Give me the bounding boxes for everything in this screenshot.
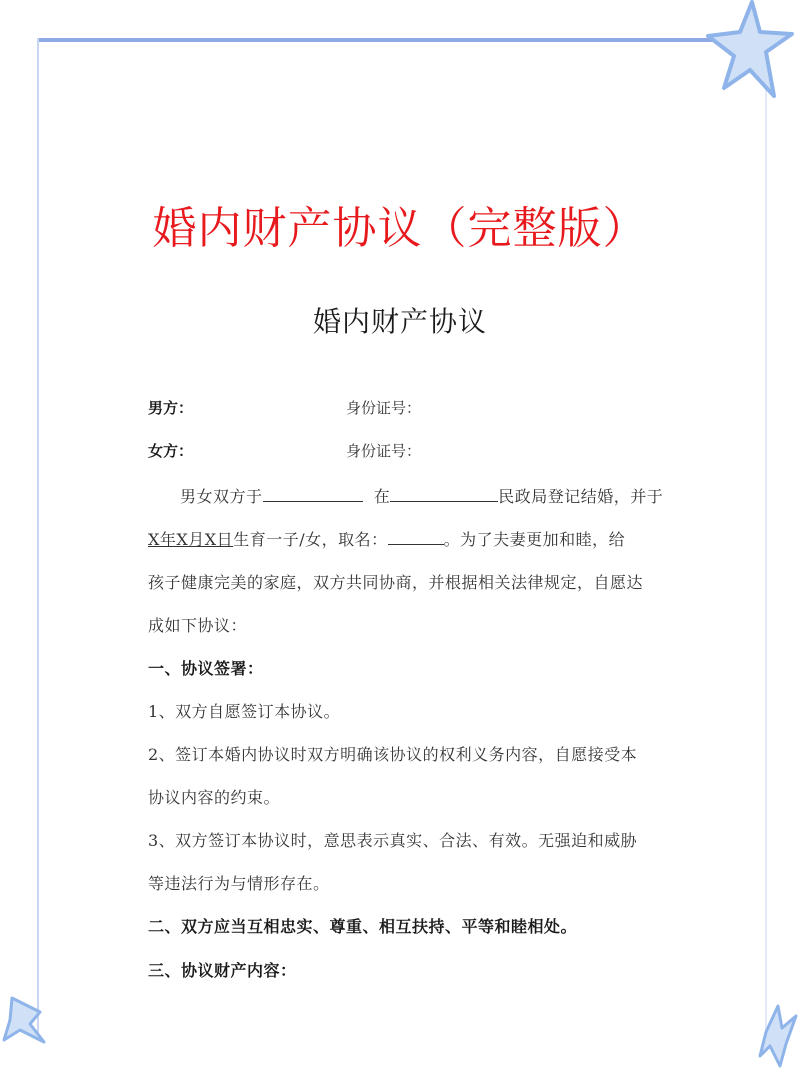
clause-2-line-1: 2、签订本婚内协议时双方明确该协议的权利义务内容，自愿接受本 (148, 745, 638, 764)
document-subtitle: 婚内财产协议 (312, 305, 487, 338)
male-id-label: 身份证号： (346, 399, 422, 417)
intro-line-2: X年X月X日生育一子/女，取名： 。为了夫妻更加和睦，给 (148, 530, 626, 549)
star-decoration-icon (700, 0, 800, 100)
clause-3-line-2: 等违法行为与情形存在。 (148, 874, 330, 893)
page-border-top (37, 38, 737, 42)
section-3-heading: 三、协议财产内容： (148, 961, 297, 980)
main-title: 婚内财产协议（完整版） (152, 203, 648, 254)
birth-date: X年X月X日 (148, 530, 234, 549)
intro-line-4: 成如下协议： (148, 616, 248, 635)
section-2-heading: 二、双方应当互相忠实、尊重、相互扶持、平等和睦相处。 (148, 917, 578, 936)
intro-line-3: 孩子健康完美的家庭，双方共同协商，并根据相关法律规定，自愿达 (148, 573, 644, 592)
child-name-blank (388, 528, 444, 545)
clause-2-line-2: 协议内容的约束。 (148, 788, 281, 807)
star-decoration-icon (0, 990, 60, 1050)
male-party-label: 男方： (148, 399, 194, 417)
female-party-label: 女方： (148, 442, 194, 460)
star-decoration-icon (740, 1000, 800, 1074)
registry-office-blank (390, 485, 498, 502)
page-border-left (37, 38, 39, 1038)
intro-line-1: 男女双方于 在 民政局登记结婚，并于 (180, 487, 664, 506)
clause-3-line-1: 3、双方签订本协议时，意思表示真实、合法、有效。无强迫和威胁 (148, 831, 638, 850)
female-id-label: 身份证号： (346, 442, 422, 460)
clause-1: 1、双方自愿签订本协议。 (148, 702, 341, 721)
marriage-date-blank (263, 485, 363, 502)
section-1-heading: 一、协议签署： (148, 659, 264, 678)
